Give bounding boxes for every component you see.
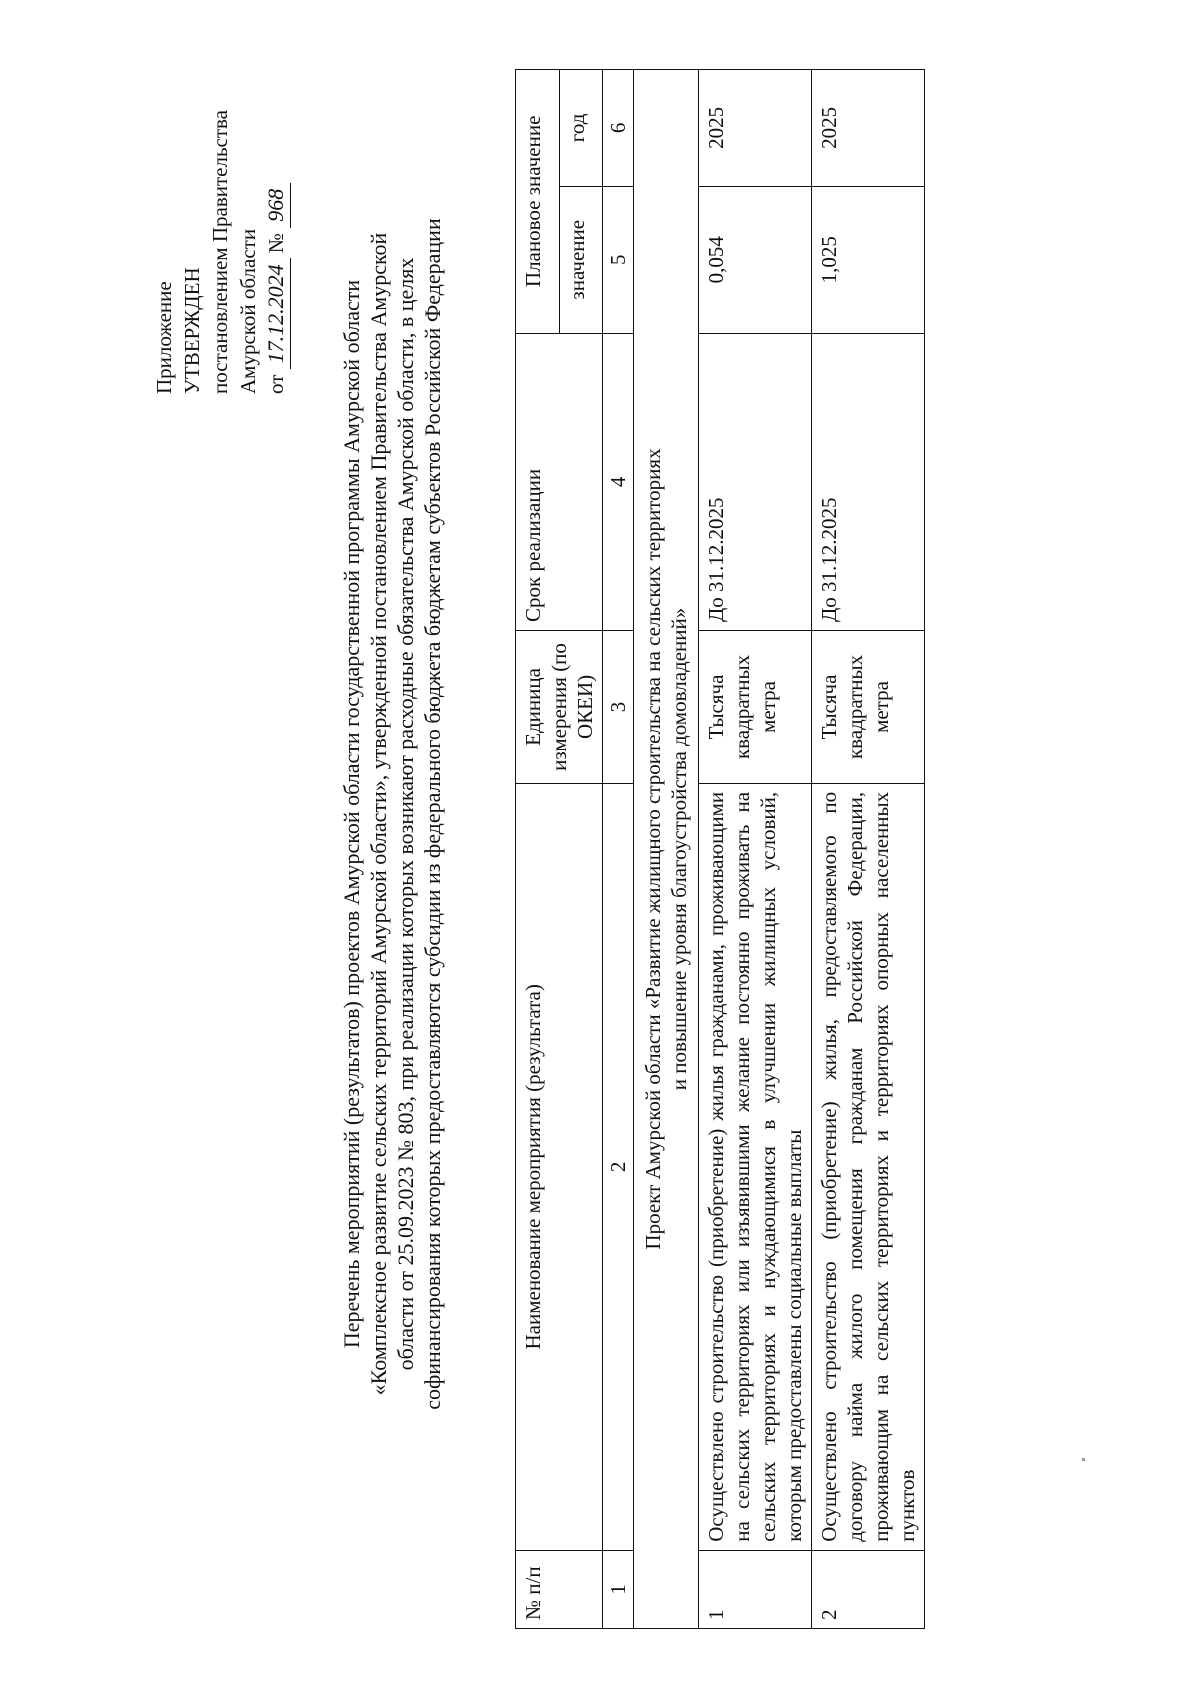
row-num: 1 bbox=[699, 1550, 812, 1628]
row-term: До 31.12.2025 bbox=[812, 333, 925, 630]
column-index: 4 bbox=[603, 333, 634, 630]
approval-approved: УТВЕРЖДЕН bbox=[180, 267, 204, 394]
header-planned: Плановое значение bbox=[516, 70, 560, 334]
project-title-line: и повышение уровня благоустройства домовладений» bbox=[667, 607, 691, 1091]
document-heading bbox=[338, 109, 446, 1519]
project-title-row bbox=[634, 70, 699, 1629]
approval-region: Амурской области bbox=[236, 228, 260, 394]
table-row bbox=[812, 70, 925, 1629]
project-title bbox=[634, 70, 699, 1629]
header-term: Срок реализации bbox=[516, 333, 603, 630]
row-term: До 31.12.2025 bbox=[699, 333, 812, 630]
scan-speck bbox=[1082, 1458, 1085, 1461]
heading-line: области от 25.09.2023 № 803, при реализации которых возникают расходные обязательства Амурской области, в целях bbox=[393, 257, 418, 1371]
column-index: 3 bbox=[603, 631, 634, 784]
approval-by-resolution: постановлением Правительства bbox=[208, 109, 232, 394]
header-year: год bbox=[559, 70, 603, 187]
column-index: 6 bbox=[603, 70, 634, 187]
row-unit: Тысяча квадратных метра bbox=[699, 631, 812, 784]
heading-line: софинансирования которых предоставляются субсидии из федерального бюджета бюджетам субъектов Российской Федерации bbox=[420, 218, 445, 1410]
approval-appendix: Приложение bbox=[152, 281, 176, 394]
row-value: 1,025 bbox=[812, 186, 925, 333]
header-unit: Единица измерения (по ОКЕИ) bbox=[516, 631, 603, 784]
project-title-line: Проект Амурской области «Развитие жилищного строительства на сельских территориях bbox=[641, 448, 665, 1250]
row-year: 2025 bbox=[812, 70, 925, 187]
handwritten-number: 968 bbox=[262, 183, 291, 228]
row-num: 2 bbox=[812, 1550, 925, 1628]
row-name: Осуществлено строительство (приобретение) жилья, предоставляемого по договору найма жилого помещения гражданам Российской Федерации, проживающим на сельских территориях и территориях опорных населенных пунктов bbox=[812, 783, 925, 1550]
row-value: 0,054 bbox=[699, 186, 812, 333]
number-prefix: № bbox=[264, 233, 288, 254]
approval-stamp bbox=[150, 14, 291, 394]
column-index: 2 bbox=[603, 783, 634, 1550]
header-value: значение bbox=[559, 186, 603, 333]
column-index: 5 bbox=[603, 186, 634, 333]
date-prefix: от bbox=[264, 374, 288, 394]
row-year: 2025 bbox=[699, 70, 812, 187]
measures-table bbox=[515, 69, 925, 1629]
handwritten-date: 17.12.2024 bbox=[262, 258, 291, 369]
heading-line: Перечень мероприятий (результатов) проектов Амурской области государственной программы Амурской области bbox=[339, 279, 364, 1349]
table-row bbox=[699, 70, 812, 1629]
row-unit: Тысяча квадратных метра bbox=[812, 631, 925, 784]
approval-date-line bbox=[262, 14, 291, 394]
column-index: 1 bbox=[603, 1550, 634, 1628]
table-header-row bbox=[516, 70, 560, 1629]
row-name: Осуществлено строительство (приобретение) жилья гражданами, проживающими на сельских территориях или изъявившими желание постоянно проживать на сельских территориях и нуждающимися в улучшении жилищных условий, которым предоставлены социальные выплаты bbox=[699, 783, 812, 1550]
header-name: Наименование мероприятия (результата) bbox=[516, 783, 603, 1550]
header-num: № п/п bbox=[516, 1550, 603, 1628]
column-index-row bbox=[603, 70, 634, 1629]
heading-line: «Комплексное развитие сельских территорий Амурской области», утвержденной постановлением Правительства Амурской bbox=[366, 232, 391, 1396]
